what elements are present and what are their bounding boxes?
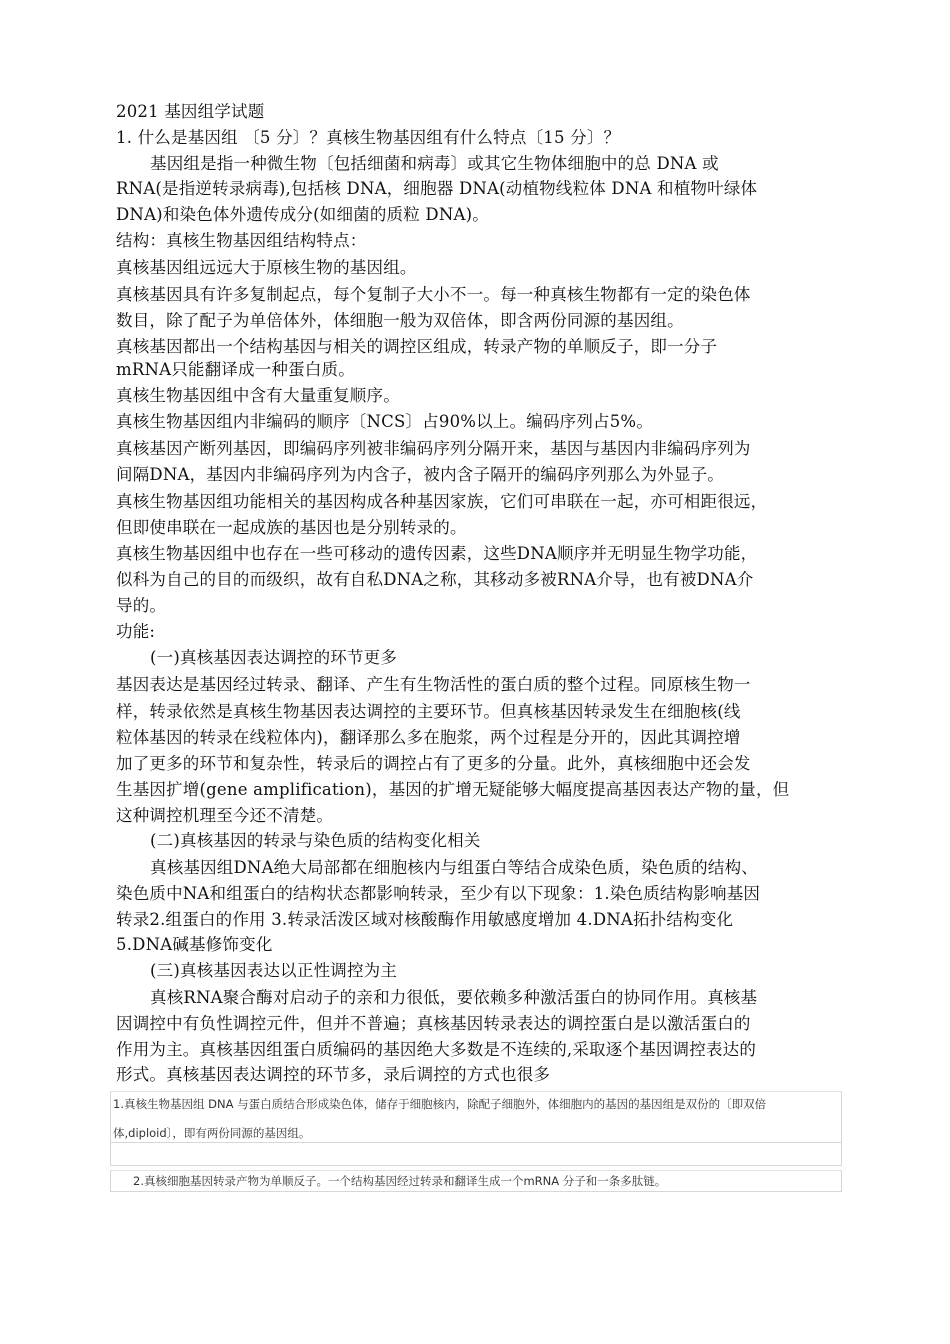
- section-1-line: 生基因扩增(gene amplification)，基因的扩增无疑能够大幅度提高基因表达产物的量，但: [116, 780, 790, 799]
- structure-line: 真核基因具有许多复制起点，每个复制子大小不一。每一种真核生物都有一定的染色体: [116, 285, 751, 304]
- structure-line: 真核基因产断列基因，即编码序列被非编码序列分隔开来，基因与基因内非编码序列为: [116, 439, 751, 458]
- section-2-line: 染色质中NA和组蛋白的结构状态都影响转录，至少有以下现象：1.染色质结构影响基因: [116, 884, 761, 903]
- structure-line: 真核生物基因组中也存在一些可移动的遗传因素，这些DNA顺序并无明显生物学功能，: [116, 544, 758, 563]
- structure-line: 真核生物基因组功能相关的基因构成各种基因家族，它们可串联在一起，亦可相距很远，: [116, 492, 768, 511]
- section-1-line: 基因表达是基因经过转录、翻译、产生有生物活性的蛋白质的整个过程。同原核生物一: [116, 675, 751, 694]
- section-1-line: 粒体基因的转录在线粒体内)，翻译那么多在胞浆，两个过程是分开的，因此其调控增: [116, 728, 741, 747]
- note-line: 2.真核细胞基因转录产物为单顺反子。一个结构基因经过转录和翻译生成一个mRNA 分子和一条多肽链。: [133, 1174, 667, 1188]
- section-3-line: 真核RNA聚合酶对启动子的亲和力很低，要依赖多种激活蛋白的协同作用。真核基: [150, 988, 758, 1007]
- document-title: 2021 基因组学试题: [116, 102, 265, 121]
- structure-line: 数目，除了配子为单倍体外，体细胞一般为双倍体，即含两份同源的基因组。: [116, 311, 684, 330]
- section-2-line: 5.DNA碱基修饰变化: [116, 935, 273, 954]
- section-2-line: 转录2.组蛋白的作用 3.转录活泼区域对核酸酶作用敏感度增加 4.DNA拓扑结构变化: [116, 910, 734, 929]
- structure-line: 导的。: [116, 596, 167, 615]
- definition-line: 基因组是指一种微生物〔包括细菌和病毒〕或其它生物体细胞中的总 DNA 或: [150, 154, 719, 173]
- structure-line: 真核基因组远远大于原核生物的基因组。: [116, 258, 417, 277]
- structure-line: 真核生物基因组内非编码的顺序〔NCS〕占90%以上。编码序列占5%。: [116, 412, 654, 431]
- structure-line: 间隔DNA，基因内非编码序列为内含子，被内含子隔开的编码序列那么为外显子。: [116, 465, 724, 484]
- section-3-line: 形式。真核基因表达调控的环节多，录后调控的方式也很多: [116, 1065, 551, 1084]
- section-3-line: 因调控中有负性调控元件，但并不普遍；真核基因转录表达的调控蛋白是以激活蛋白的: [116, 1014, 751, 1033]
- section-3-line: 作用为主。真核基因组蛋白质编码的基因绝大多数是不连续的,采取逐个基因调控表达的: [116, 1040, 757, 1059]
- section-1-heading: (一)真核基因表达调控的环节更多: [150, 648, 398, 667]
- structure-line: 似科为自己的目的而级织，故有自私DNA之称，其移动多被RNA介导，也有被DNA介: [116, 570, 754, 589]
- section-1-line: 这种调控机理至今还不清楚。: [116, 806, 334, 825]
- section-3-heading: (三)真核基因表达以正性调控为主: [150, 961, 398, 980]
- structure-line: mRNA只能翻译成一种蛋白质。: [116, 360, 355, 379]
- section-2-heading: (二)真核基因的转录与染色质的结构变化相关: [150, 831, 481, 850]
- structure-line: 但即使串联在一起成族的基因也是分别转录的。: [116, 518, 467, 537]
- question-1: 1. 什么是基因组 〔5 分〕？真核生物基因组有什么特点〔15 分〕？: [116, 128, 621, 147]
- structure-line: 真核基因都出一个结构基因与相关的调控区组成，转录产物的单顺反子，即一分子: [116, 337, 718, 356]
- structure-line: 真核生物基因组中含有大量重复顺序。: [116, 386, 400, 405]
- section-2-line: 真核基因组DNA绝大局部都在细胞核内与组蛋白等结合成染色质，染色质的结构、: [150, 858, 758, 877]
- definition-line: RNA(是指逆转录病毒),包括核 DNA，细胞器 DNA(动植物线粒体 DNA 和植物叶绿体: [116, 179, 758, 198]
- definition-line: DNA)和染色体外遗传成分(如细菌的质粒 DNA)。: [116, 205, 489, 224]
- function-heading: 功能:: [116, 622, 156, 641]
- note-line: 体,diploid〕，即有两份同源的基因组。: [113, 1126, 311, 1140]
- note-box-gap: [110, 1141, 842, 1166]
- section-1-line: 加了更多的环节和复杂性，转录后的调控占有了更多的分量。此外，真核细胞中还会发: [116, 754, 751, 773]
- section-1-line: 样，转录依然是真核生物基因表达调控的主要环节。但真核基因转录发生在细胞核(线: [116, 702, 741, 721]
- note-line: 1.真核生物基因组 DNA 与蛋白质结合形成染色体，储存于细胞核内，除配子细胞外，体细胞内的基因的基因组是双份的〔即双倍: [113, 1097, 767, 1111]
- structure-heading: 结构：真核生物基因组结构特点：: [116, 231, 367, 250]
